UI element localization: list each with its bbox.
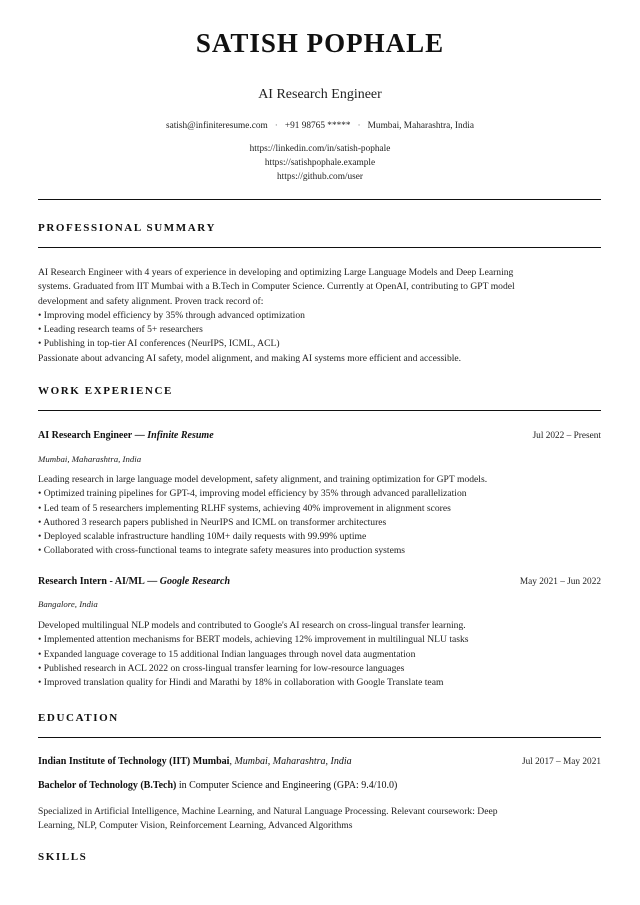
summary-bullet: • Improving model efficiency by 35% through advanced optimization: [38, 309, 305, 321]
location: Mumbai, Maharashtra, India: [367, 121, 475, 131]
job-description: [38, 473, 601, 559]
github-link[interactable]: https://github.com/user: [277, 172, 363, 182]
job-bullet: • Authored 3 research papers published in NeurIPS and ICML on transformer architectures: [38, 516, 387, 528]
summary-line: development and safety alignment. Proven track record of:: [38, 295, 264, 307]
candidate-title: AI Research Engineer: [258, 87, 382, 102]
job-line: Leading research in large language model development, safety alignment, and training optimization for GPT models.: [38, 474, 488, 485]
section-heading-experience: WORK EXPERIENCE: [38, 385, 173, 397]
job-description: [38, 619, 601, 690]
job-dash: —: [147, 576, 158, 587]
job-bullet: • Collaborated with cross-functional teams to integrate safety measures into production systems: [38, 545, 406, 557]
degree-name: Bachelor of Technology (B.Tech): [38, 780, 177, 791]
job-bullet: • Published research in ACL 2022 on cross-lingual transfer learning for low-resource languages: [38, 662, 405, 674]
summary-line: AI Research Engineer with 4 years of experience in developing and optimizing Large Language Models and Deep Learning: [38, 267, 514, 278]
job-title-line: [38, 430, 214, 441]
job-company: Google Research: [159, 576, 231, 587]
job-bullet: • Improved translation quality for Hindi and Marathi by 18% in collaboration with Google Translate team: [38, 677, 444, 689]
candidate-name: SATISH POPHALE: [195, 28, 445, 58]
degree-line: [38, 780, 397, 791]
job-bullet: • Expanded language coverage to 15 additional Indian languages through novel data augmentation: [38, 648, 416, 660]
summary-text: [38, 266, 601, 366]
education-dates: Jul 2017 – May 2021: [521, 757, 601, 767]
job-bullet: • Implemented attention mechanisms for BERT models, achieving 12% improvement in multilingual NLU tasks: [38, 634, 469, 646]
job-title-line: [38, 576, 230, 587]
summary-bullet: • Publishing in top-tier AI conferences (NeurIPS, ICML, ACL): [38, 338, 280, 350]
summary-line: systems. Graduated from IIT Mumbai with a B.Tech in Computer Science. Currently at OpenAI, contributing to GPT model: [38, 281, 515, 293]
website-link[interactable]: https://satishpophale.example: [264, 158, 376, 168]
institution-name: Indian Institute of Technology (IIT) Mumbai: [38, 756, 230, 767]
job-role: AI Research Engineer: [38, 430, 133, 441]
job-company: Infinite Resume: [147, 430, 214, 441]
job-bullet: • Optimized training pipelines for GPT-4, improving model efficiency by 35% through advanced parallelization: [38, 488, 467, 500]
phone-number: +91 98765 *****: [284, 121, 351, 131]
degree-field: in Computer Science and Engineering (GPA: 9.4/10.0): [176, 780, 398, 791]
email-link[interactable]: satish@infiniteresume.com: [165, 121, 268, 131]
linkedin-link[interactable]: https://linkedin.com/in/satish-pophale: [249, 144, 391, 154]
job-bullet: • Deployed scalable infrastructure handling 10M+ daily requests with 99.99% uptime: [38, 531, 367, 543]
header-divider: [38, 199, 601, 200]
job-dash: —: [134, 430, 145, 441]
job-location: Mumbai, Maharashtra, India: [38, 454, 142, 464]
section-divider: [38, 247, 601, 248]
section-heading-education: EDUCATION: [38, 712, 119, 724]
contact-separator: ·: [357, 121, 361, 131]
job-line: Developed multilingual NLP models and contributed to Google's AI research on cross-lingual transfer learning.: [38, 620, 466, 631]
job-location: Bangalore, India: [38, 599, 98, 609]
education-line: Learning, NLP, Computer Vision, Reinforcement Learning, Advanced Algorithms: [38, 820, 353, 832]
section-divider: [38, 737, 601, 738]
job-bullet: • Led team of 5 researchers implementing RLHF systems, achieving 40% improvement in alignment scores: [38, 502, 451, 514]
job-dates: May 2021 – Jun 2022: [519, 577, 601, 587]
section-divider: [38, 410, 601, 411]
education-description: [38, 805, 601, 834]
contact-line: [0, 121, 640, 131]
section-heading-skills: SKILLS: [38, 851, 88, 863]
institution-location: , Mumbai, Maharashtra, India: [229, 756, 352, 767]
job-dates: Jul 2022 – Present: [532, 431, 601, 441]
education-line: Specialized in Artificial Intelligence, Machine Learning, and Natural Language Processing. Relevant coursework: Deep: [38, 806, 498, 817]
section-heading-summary: PROFESSIONAL SUMMARY: [38, 222, 216, 234]
education-institution-line: [38, 756, 352, 767]
contact-separator: ·: [274, 121, 278, 131]
summary-line: Passionate about advancing AI safety, model alignment, and making AI systems more efficient and accessible.: [38, 352, 462, 364]
summary-bullet: • Leading research teams of 5+ researchers: [38, 324, 203, 336]
job-role: Research Intern - AI/ML: [38, 576, 145, 587]
